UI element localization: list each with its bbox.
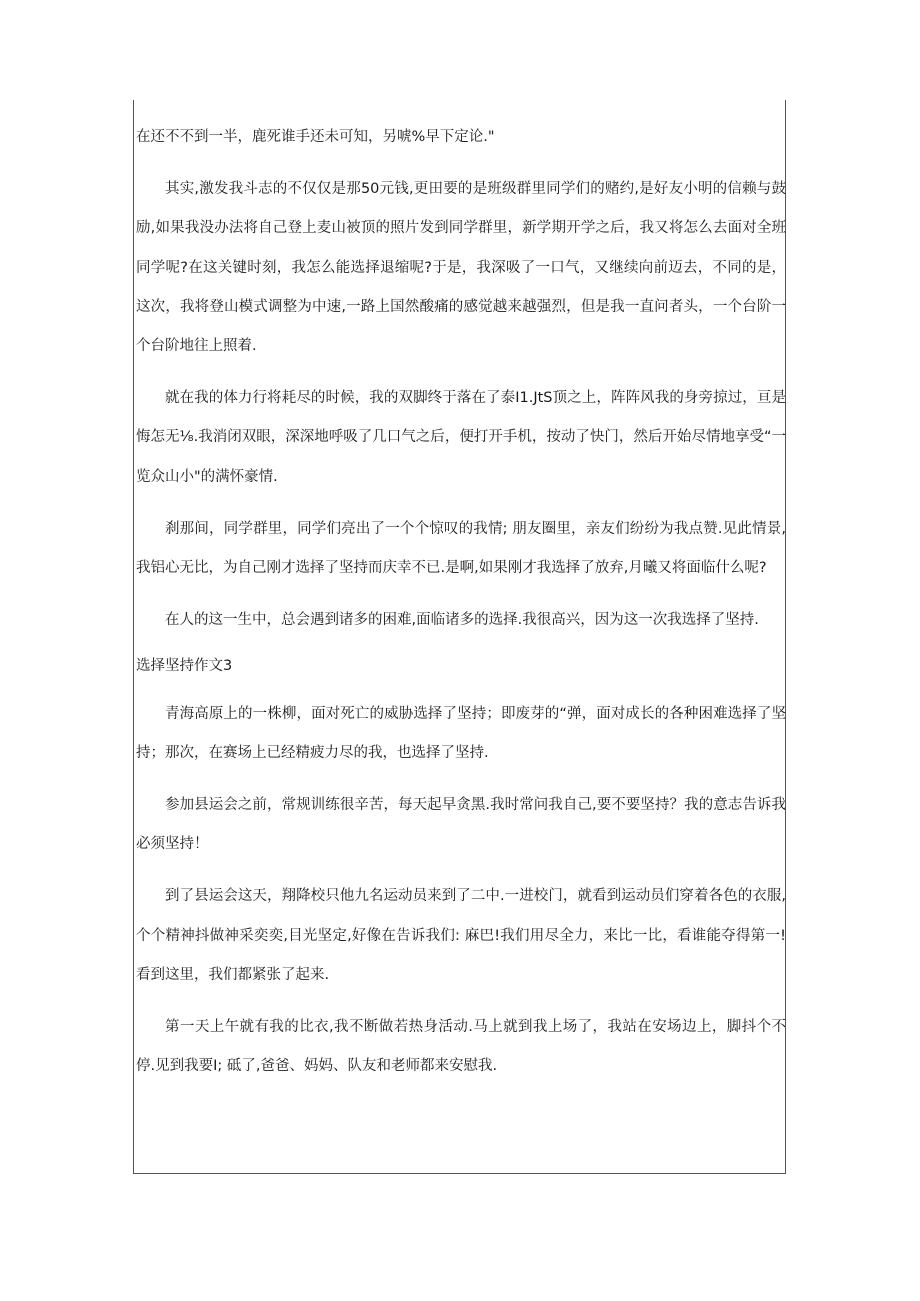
paragraph: 刹那间，同学群里，同学们亮出了一个个惊叹的我情; 朋友圈里，亲友们纷纷为我点赞.见此情景,我铝心无比，为自己刚才选择了坚持而庆幸不已.是啊,如果刚才我选择了放弃,月曦又将面临什么呢? <box>136 520 786 577</box>
document-body <box>136 118 786 1099</box>
paragraph: 就在我的体力行将耗尽的时候，我的双脚终于落在了泰I1.JtS顶之上，阵阵风我的身旁掠过，亘是悔怎无⅛.我消闭双眼，深深地呼吸了几口气之后，便打开手机，按动了快门，然后开始尽情地享受“一览众山小"的满怀豪情. <box>136 390 786 485</box>
paragraph: 青海高原上的一株柳，面对死亡的威胁选择了坚持；即废芽的“弹，面对成长的各种困难选择了坚持；那次，在赛场上已经精疲力尽的我，也选择了坚持. <box>136 705 786 761</box>
paragraph: 其实,激发我斗志的不仅仅是那50元钱,更田要的是班级群里同学们的赌约,是好友小明的信赖与鼓励,如果我没办法将自己登上麦山被顶的照片发到同学群里，新学期开学之后，我又将怎么去面对全班同学呢?在这关键时刻，我怎么能选择退缩呢?于是，我深吸了一口气，又继续向前迈去，不同的是，这次，我将登山模式调整为中速,一路上国然酸痛的感觉越来越强烈，但是我一直问者头，一个台阶一个台阶地往上照着. <box>136 181 786 355</box>
paragraph: 第一天上午就有我的比衣,我不断做若热身活动.马上就到我上场了，我站在安场边上，脚抖个不停.见到我要I; 砥了,爸爸、妈妈、队友和老师都来安慰我. <box>136 1019 786 1075</box>
paragraph: 参加县运会之前，常规训练很辛苦，每天起早贪黑.我时常问我自己,要不要坚持？我的意志告诉我必须坚持！ <box>136 797 786 853</box>
paragraph: 到了县运会这天，翔降校只他九名运动员来到了二中.一进校门，就看到运动员们穿着各色的衣服,个个精神抖做神采奕奕,目光坚定,好像在告诉我们: 麻巴!我们用尽全力，来比一比，看谁能夺得第一!看到这里，我们都紧张了起来. <box>136 888 786 983</box>
paragraph: 在还不不到一半，鹿死谁手还未可知，另唬%早下定论." <box>136 129 495 145</box>
paragraph: 在人的这一生中，总会遇到诸多的困难,面临诸多的选择.我很高兴，因为这一次我选择了坚持. <box>165 612 759 629</box>
section-heading: 选择坚持作文3 <box>136 658 233 675</box>
